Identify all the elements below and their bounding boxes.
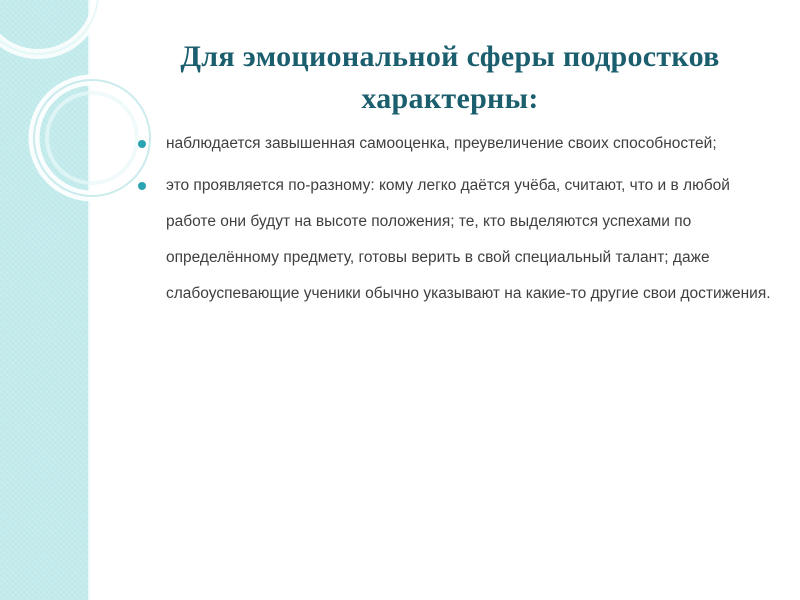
side-decor-panel [0,0,88,600]
bullet-text: это проявляется по-разному: кому легко даётся учёба, считают, что и в любой работе они будут на высоте положения; те, кто выделяются успехами по определённому предмету, готовы верить в свой специальный талант; даже слабоуспевающие ученики обычно указывают на какие-то другие свои достижения. [166,177,771,302]
bullet-icon [138,182,146,190]
bullet-item [136,126,776,162]
bullet-item [136,168,776,312]
bullet-list [136,126,776,312]
side-decor-edge [88,0,91,600]
bullet-text: наблюдается завышенная самооценка, преувеличение своих способностей; [166,135,717,152]
slide-title: Для эмоциональной сферы подростков характерны: [180,40,720,115]
slide-content [136,126,776,318]
bullet-icon [138,140,146,148]
